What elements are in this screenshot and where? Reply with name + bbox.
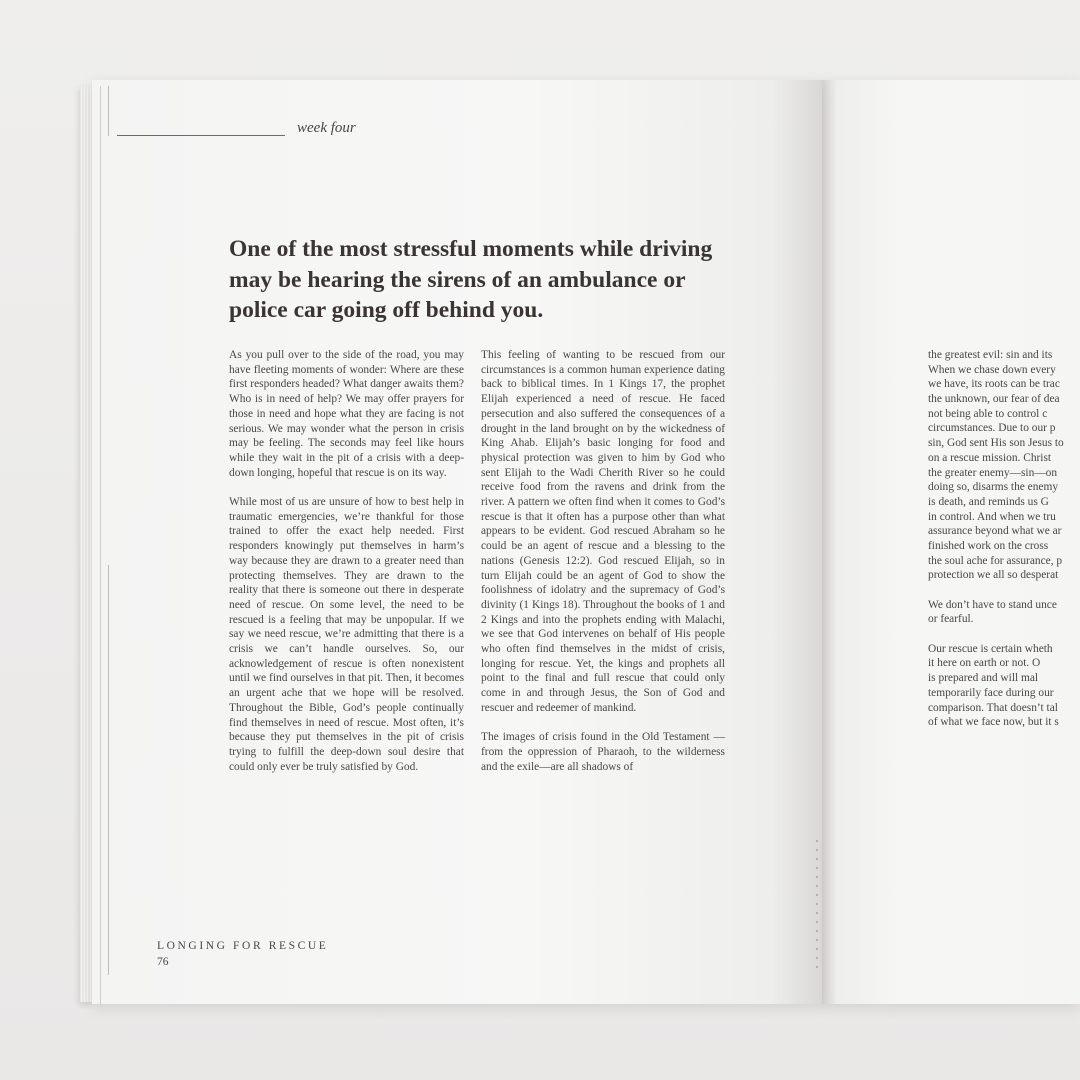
headline: One of the most stressful moments while driving may be hearing the sirens of an ambulance or police car going off behind you. [229,236,713,323]
text-line: of what we face now, but it s [928,716,1059,729]
text-line: in control. And when we tru [928,510,1056,523]
paragraph: As you pull over to the side of the road, you may have fleeting moments of wonder: Where are these first responders headed? What danger awaits them? Who is in need of help? We may offer prayers for those in need and hope what they are facing is not serious. We may wonder what the person in crisis may be feeling. The seconds may feel like hours while they wait in the pit of a crisis with a deep-down longing, hopeful that rescue is on its way. [229,349,464,479]
text-line: comparison. That doesn’t tal [928,701,1058,714]
page-number: 76 [157,956,169,968]
paragraph: The images of crisis found in the Old Testament —from the oppression of Pharaoh, to the wilderness and the exile—are all shadows of [481,731,725,773]
text-line: we have, its roots can be trac [928,378,1060,391]
text-line: doing so, disarms the enemy [928,481,1059,494]
paragraph-gap [928,583,1080,598]
text-line: the greatest evil: sin and its [928,349,1053,361]
binding-edge [100,86,101,1006]
text-line: finished work on the cross [928,539,1049,552]
text-line: is death, and reminds us G [928,495,1049,508]
text-line: it here on earth or not. O [928,657,1041,670]
text-line: the unknown, our fear of dea [928,393,1060,406]
book-title: LONGING FOR RESCUE [157,940,329,952]
paragraph-gap [928,627,1080,642]
text-line: Our rescue is certain wheth [928,642,1053,655]
paragraph: While most of us are unsure of how to best help in traumatic emergencies, we’re thankful for those trained to offer the exact help needed. First responders knowingly put themselves in harm’s way because they are drawn to a greater need than protecting themselves. They are drawn to the reality that there is someone out there in desperate need of rescue. On some level, the need to be rescued is a feeling that may be unpopular. If we say we need rescue, we’re admitting that there is a crisis we can’t handle ourselves. So, our acknowledgement of rescue is often nonexistent until we find ourselves in that pit. Then, it becomes an urgent ache that we hope will be resolved. Throughout the Bible, God’s people continually find themselves in need of rescue. Most often, it’s because they put themselves in the pit of crisis trying to fulfill the deep-down soul desire that could only ever be truly satisfied by God. [229,496,464,773]
text-line: sin, God sent His son Jesus to [928,437,1064,450]
text-line: on a rescue mission. Christ [928,451,1052,464]
middle-column [481,348,725,774]
text-line: protection we all so desperat [928,569,1059,582]
text-line: not being able to control c [928,407,1048,420]
text-line: When we chase down every [928,363,1056,376]
right-page-column [928,348,1080,730]
text-line: assurance beyond what we ar [928,525,1062,538]
page-edge-dots [816,840,818,970]
text-line: or fearful. [928,613,974,626]
text-line: is prepared and will mal [928,672,1039,685]
left-column [229,348,464,774]
header-rule [117,135,285,136]
tab-marker-top [108,86,109,136]
text-line: the greater enemy—sin—on [928,466,1058,479]
text-line: the soul ache for assurance, p [928,554,1063,567]
text-line: temporarily face during our [928,686,1054,699]
text-line: circumstances. Due to our p [928,422,1056,435]
text-line: We don’t have to stand unce [928,598,1057,611]
paragraph: This feeling of wanting to be rescued from our circumstances is a common human experience dating back to biblical times. In 1 Kings 17, the prophet Elijah experienced a need of rescue. He faced persecution and also suffered the consequences of a drought in the land brought on by the wickedness of King Ahab. Elijah’s basic longing for food and physical protection was given to him by God who sent Elijah to the Wadi Cherith River so he could receive food from the ravens and drink from the river. A pattern we often find when it comes to God’s rescue is that it often has a purpose other than what appears to be evident. God rescued Abraham so he could be an agent of rescue and a blessing to the nations (Genesis 12:2). God rescued Elijah, so in turn Elijah could be an agent of God to show the foolishness of idolatry and the supremacy of God’s divinity (1 Kings 18). Throughout the books of 1 and 2 Kings and into the prophets ending with Malachi, we see that God intervenes on behalf of His people who often find themselves in the midst of crisis, longing for rescue. Yet, the kings and prophets all point to the final and full rescue that could only come in and through Jesus, the Son of God and rescuer and redeemer of mankind. [481,349,725,714]
tab-marker [108,565,109,975]
section-label: week four [297,120,356,136]
